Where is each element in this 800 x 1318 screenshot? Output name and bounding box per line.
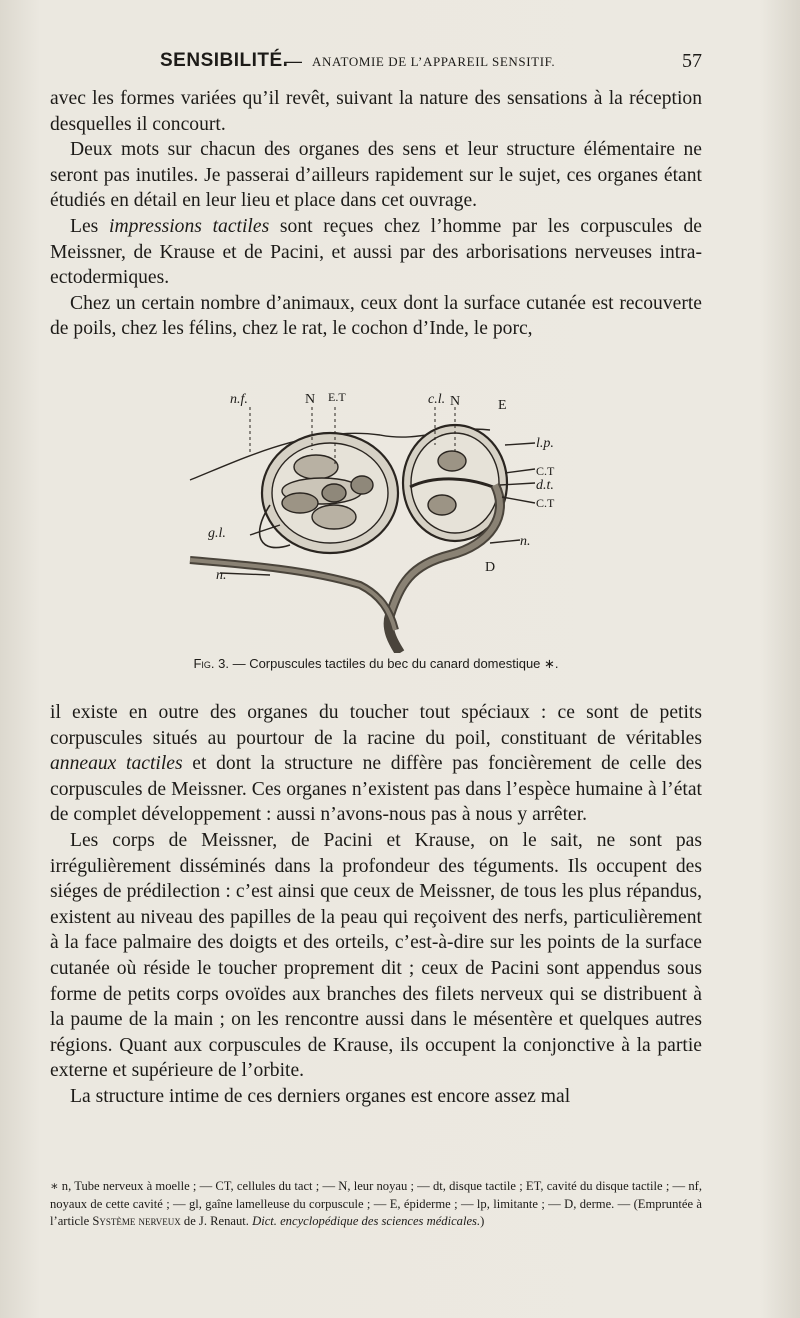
footnote-author: de J. Renaut. [180,1214,253,1228]
running-header [50,50,702,76]
footnote-text: ∗ n, Tube nerveux à moelle ; — CT, cellules du tact ; — N, leur noyau ; — dt, disque tactile ; ET, cavité du disque tactile ; — nf, noyaux de cette cavité ; — gl, gaîne lamelleuse du corpuscule ; — E, épiderme ; — lp, limitante ; — D, derme. — (Empruntée à l’article [50,1179,702,1228]
label-cl: c.l. [428,392,446,407]
figure-tactile-corpuscles [150,385,650,653]
footnote-close: ) [480,1214,485,1228]
label-D: D [485,560,496,575]
label-CT-upper: C.T [536,464,555,478]
label-N-left: N [305,392,316,407]
label-E: E [498,398,507,413]
label-nf: n.f. [230,392,248,407]
paragraph-3 [50,214,702,291]
figure-caption [50,656,702,672]
figure-number: Fig. 3. [193,656,229,671]
footnote [50,1178,702,1231]
label-n-right: n. [520,534,531,549]
page-number: 57 [682,50,702,72]
label-lp: l.p. [536,436,554,451]
paragraph-3-emphasis: impressions tactiles [109,215,270,237]
label-gl: g.l. [208,526,226,541]
running-subtitle: ANATOMIE DE L’APPAREIL SENSITIF. [312,54,556,69]
text-block-top [50,86,702,342]
paragraph-5 [50,700,702,828]
header-dash: — [284,51,302,71]
paragraph-5-end: et dont la structure ne diffère pas foncièrement de celle des corpuscules de Meissner. Ces organes n’existent pas dans l’espèce humaine à l’état de complet développement : aussi n’avons-nous pas à nous y arrêter. [50,753,702,826]
paragraph-4: Chez un certain nombre d’animaux, ceux dont la surface cutanée est recouverte de poils, chez les félins, chez le rat, le cochon d’Inde, le porc, [50,292,702,340]
label-n-left: n. [216,568,227,583]
paragraph-6: Les corps de Meissner, de Pacini et Krause, on le sait, ne sont pas irrégulièrement disséminés dans la profondeur des téguments. Ils occupent des siéges de prédilection : c’est ainsi que ceux de Meissner, de tous les plus répandus, existent au niveau des papilles de la peau qui reçoivent des nerfs, particulièrement à la face palmaire des doigts et des orteils, c’est-à-dire sur les points de la surface cutanée où réside le toucher proprement dit ; ceux de Pacini sont appendus sous forme de petits corps ovoïdes aux branches des filets nerveux qui se distribuent à la paume de la main ; on les rencontre aussi dans le mésentère et quelques autres régions. Quant aux corpuscules de Krause, ils occupent la conjonctive à la partie externe et supérieure de l’orbite. [50,829,702,1082]
paragraph-2: Deux mots sur chacun des organes des sens et leur structure élémentaire ne seront pas inutiles. Je passerai d’ailleurs rapidement sur le sujet, ces organes étant étudiés en détail en leur lieu et place dans cet ouvrage. [50,139,702,212]
label-dt: d.t. [536,478,554,493]
label-ET: E.T [328,390,346,404]
label-N-right: N [450,394,461,409]
paragraph-3-start: Les [70,215,109,237]
paragraph-3-end: sont reçues chez l’homme par les corpuscules de Meissner, de Krause et de Pacini, et aussi par des arborisations nerveuses intra-ectodermiques. [50,215,702,289]
paragraph-7: La structure intime de ces derniers organes est encore assez mal [70,1085,571,1107]
running-title: SENSIBILITÉ. [160,50,289,71]
paragraph-5-start: il existe en outre des organes du toucher tout spéciaux : ce sont de petits corpuscules situés au pourtour de la racine du poil, constituant de véritables [50,702,702,749]
label-CT-lower: C.T [536,496,555,510]
paragraph-1: avec les formes variées qu’il revêt, suivant la nature des sensations à la réception desquelles il concourt. [50,88,702,135]
footnote-article-title: Système nerveux [92,1214,181,1228]
text-block-bottom [50,700,702,1110]
figure-caption-text: — Corpuscules tactiles du bec du canard domestique ∗. [228,656,559,671]
paragraph-5-emphasis: anneaux tactiles [50,753,183,775]
footnote-source: Dict. encyclopédique des sciences médicales. [252,1214,481,1228]
